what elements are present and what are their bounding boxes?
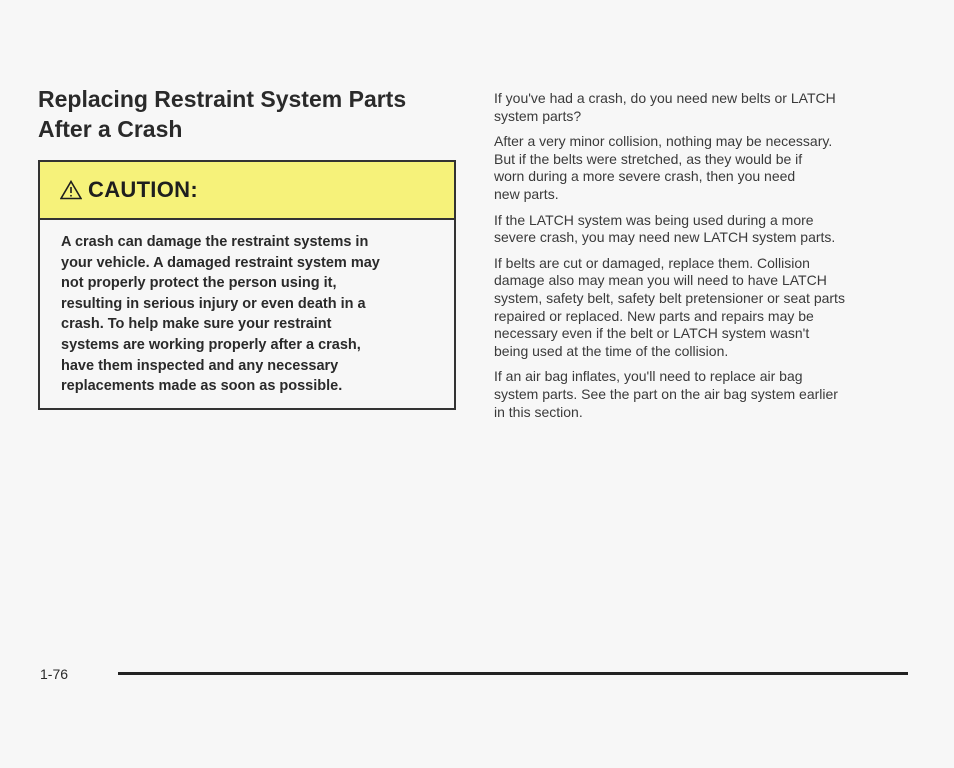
text-line: If belts are cut or damaged, replace them. Collision	[494, 254, 810, 271]
paragraph-crash-question	[494, 90, 914, 125]
caution-label: CAUTION:	[88, 177, 198, 202]
text-line: After a very minor collision, nothing may be necessary.	[494, 133, 833, 150]
caution-line: not properly protect the person using it,	[61, 275, 337, 292]
caution-line: resulting in serious injury or even death in a	[61, 295, 366, 312]
section-title	[38, 84, 458, 144]
caution-line: replacements made as soon as possible.	[61, 378, 343, 395]
caution-line: A crash can damage the restraint systems in	[61, 234, 369, 250]
text-line: new parts.	[494, 185, 559, 202]
text-line: If an air bag inflates, you'll need to replace air bag	[494, 368, 803, 385]
text-line: being used at the time of the collision.	[494, 342, 729, 359]
paragraph-latch-system	[494, 212, 914, 247]
footer-divider	[118, 672, 908, 675]
text-line: system parts. See the part on the air bag system earlier	[494, 385, 838, 402]
paragraph-minor-collision	[494, 133, 914, 203]
text-line: repaired or replaced. New parts and repairs may be	[494, 307, 814, 324]
text-line: system parts?	[494, 107, 582, 124]
caution-line: your vehicle. A damaged restraint system may	[61, 254, 380, 271]
section-title-line-1: Replacing Restraint System Parts	[38, 86, 407, 112]
text-line: system, safety belt, safety belt pretensioner or seat parts	[494, 289, 845, 306]
caution-box	[38, 160, 456, 410]
text-line: damage also may mean you will need to have LATCH	[494, 272, 827, 289]
section-title-line-2: After a Crash	[38, 116, 183, 142]
caution-line: crash. To help make sure your restraint	[61, 316, 332, 333]
caution-text	[40, 220, 454, 397]
text-line: But if the belts were stretched, as they would be if	[494, 150, 803, 167]
body-text-column	[494, 90, 914, 429]
caution-line: have them inspected and any necessary	[61, 357, 339, 374]
text-line: in this section.	[494, 403, 583, 420]
text-line: If you've had a crash, do you need new belts or LATCH	[494, 90, 836, 106]
warning-triangle-icon	[60, 180, 82, 200]
text-line: worn during a more severe crash, then you need	[494, 168, 796, 185]
page-number: 1-76	[40, 666, 69, 682]
text-line: necessary even if the belt or LATCH system wasn't	[494, 325, 810, 342]
caution-line: systems are working properly after a crash,	[61, 336, 361, 353]
paragraph-cut-belts	[494, 255, 914, 361]
caution-header	[40, 162, 454, 220]
text-line: If the LATCH system was being used during a more	[494, 211, 814, 228]
text-line: severe crash, you may need new LATCH system parts.	[494, 229, 836, 246]
paragraph-air-bag	[494, 368, 914, 421]
